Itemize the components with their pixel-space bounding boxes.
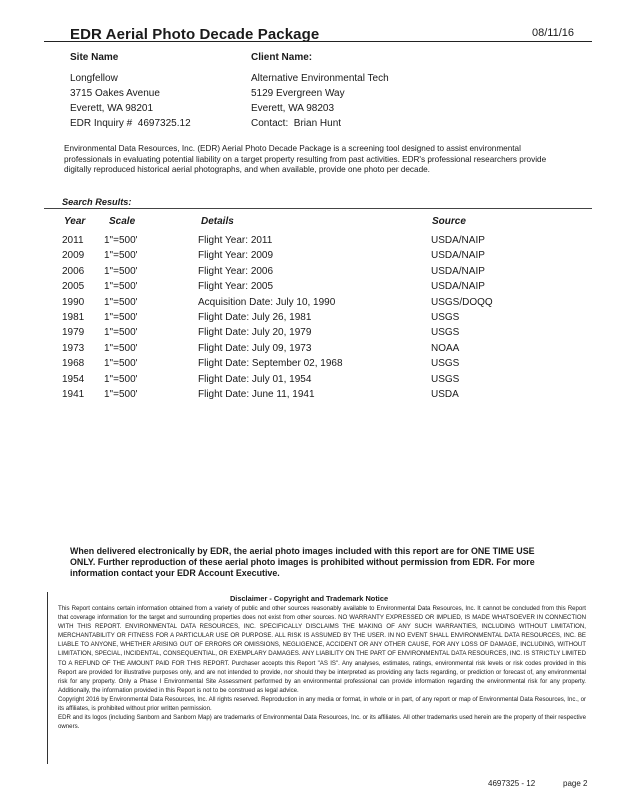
table-row — [0, 281, 618, 297]
client-street: 5129 Evergreen Way — [251, 88, 345, 99]
scale-cell: 1"=500' — [104, 389, 138, 400]
details-cell: Acquisition Date: July 10, 1990 — [198, 296, 336, 308]
scale-cell: 1"=500' — [104, 373, 138, 385]
source-cell: USGS — [431, 373, 460, 385]
scale-cell: 1"=500' — [104, 235, 138, 246]
scale-cell: 1"=500' — [104, 358, 138, 370]
source-cell: USGS — [431, 358, 460, 370]
header-rule — [44, 41, 592, 42]
column-header-scale: Scale — [109, 216, 136, 227]
year-cell: 1941 — [62, 389, 85, 400]
source-cell: USDA/NAIP — [431, 235, 485, 246]
disclaimer-text — [58, 604, 586, 731]
footer-inquiry-number: 4697325 - 12 — [488, 779, 536, 788]
trademark-paragraph: EDR and its logos (including Sanborn and Sanborn Map) are trademarks of Environmental Data Resources, Inc. or its affiliates. All other trademarks used herein are the property of their respective owners. — [58, 714, 586, 731]
year-cell: 1973 — [62, 342, 85, 354]
scale-cell: 1"=500' — [104, 296, 138, 308]
column-header-year: Year — [64, 216, 86, 227]
details-cell: Flight Year: 2006 — [198, 265, 274, 277]
search-results-rule — [44, 208, 592, 209]
source-cell: USDA — [431, 389, 459, 400]
report-date: 08/11/16 — [532, 27, 575, 39]
scale-cell: 1"=500' — [104, 281, 138, 293]
column-header-details: Details — [201, 216, 234, 227]
details-cell: Flight Year: 2009 — [198, 250, 274, 262]
usage-notice: When delivered electronically by EDR, the aerial photo images included with this report are for ONE TIME USE ONLY. Further reproduction of these aerial photo images is prohibited without permission from EDR. For more information contact your EDR Account Executive. — [70, 546, 535, 578]
table-row — [0, 343, 618, 359]
intro-paragraph: Environmental Data Resources, Inc. (EDR) Aerial Photo Decade Package is a screening tool designed to assist environmental professionals in evaluating potential liability on a target property resulting from past activities. EDR's professional researchers provide digitally reproduced historical aerial photographs, and when available, provide one photo per decade. — [64, 144, 547, 175]
table-row — [0, 374, 618, 390]
site-city: Everett, WA 98201 — [70, 103, 154, 114]
search-results-heading: Search Results: — [62, 197, 132, 207]
client-address-block — [251, 71, 389, 131]
table-row — [0, 297, 618, 313]
client-name-label: Client Name: — [251, 52, 313, 63]
source-cell: USDA/NAIP — [431, 281, 485, 293]
disclaimer-title: Disclaimer - Copyright and Trademark Notice — [229, 594, 389, 603]
source-cell: USGS — [431, 327, 460, 339]
report-title: EDR Aerial Photo Decade Package — [70, 26, 320, 43]
scale-cell: 1"=500' — [104, 342, 138, 354]
disclaimer-paragraph: This Report contains certain information obtained from a variety of public and other sources reasonably available to Environmental Data Resources, Inc. It cannot be concluded from this Report that coverage information for the target and surrounding properties does not exist from other sources. NO WARRANTY EXPRESSED OR IMPLIED, IS MADE WHATSOEVER IN CONNECTION WITH THIS REPORT. ENVIRONMENTAL DATA RESOURCES, INC. SPECIFICALLY DISCLAIMS THE MAKING OF ANY SUCH WARRANTIES, INCLUDING WITHOUT LIMITATION, MERCHANTABILITY OR FITNESS FOR A PARTICULAR USE OR PURPOSE. ALL RISK IS ASSUMED BY THE USER. IN NO EVENT SHALL ENVIRONMENTAL DATA RESOURCES, INC. BE LIABLE TO ANYONE, WHETHER ARISING OUT OF ERRORS OR OMISSIONS, NEGLIGENCE, ACCIDENT OR ANY OTHER CAUSE, FOR ANY LOSS OF DAMAGE, INCLUDING, WITHOUT LIMITATION, SPECIAL, INCIDENTAL, CONSEQUENTIAL, OR EXEMPLARY DAMAGES. ANY LIABILITY ON THE PART OF ENVIRONMENTAL DATA RESOURCES, INC. IS STRICTLY LIMITED TO A REFUND OF THE AMOUNT PAID FOR THIS REPORT. Purchaser accepts this Report "AS IS". Any analyses, estimates, ratings, environmental risk levels or risk codes provided in this Report are provided for illustrative purposes only, and are not intended to provide, nor should they be interpreted as providing any facts regarding, or prediction or forecast of, any environmental risk for any property. Only a Phase I Environmental Site Assessment performed by an environmental professional can provide information regarding the environmental risk for any property. Additionally, the information provided in this Report is not to be construed as legal advice. — [58, 605, 586, 694]
year-cell: 2005 — [62, 281, 85, 293]
table-row — [0, 389, 618, 405]
table-row — [0, 358, 618, 374]
client-contact: Contact: Brian Hunt — [251, 118, 342, 129]
scale-cell: 1"=500' — [104, 312, 138, 323]
site-street: 3715 Oakes Avenue — [70, 88, 160, 99]
year-cell: 2011 — [62, 235, 84, 246]
table-row — [0, 250, 618, 266]
details-cell: Flight Date: September 02, 1968 — [198, 358, 343, 370]
edr-inquiry-number: EDR Inquiry # 4697325.12 — [70, 118, 191, 129]
scale-cell: 1"=500' — [104, 250, 138, 262]
year-cell: 1981 — [62, 312, 85, 323]
details-cell: Flight Year: 2005 — [198, 281, 274, 293]
table-row — [0, 266, 618, 282]
source-cell: USGS/DOQQ — [431, 296, 493, 308]
details-cell: Flight Date: July 01, 1954 — [198, 373, 312, 385]
details-cell: Flight Year: 2011 — [198, 235, 273, 246]
table-row — [0, 235, 618, 251]
site-name: Longfellow — [70, 73, 118, 84]
table-row — [0, 312, 618, 328]
column-header-source: Source — [432, 216, 466, 227]
year-cell: 1954 — [62, 373, 85, 385]
copyright-paragraph: Copyright 2016 by Environmental Data Resources, Inc. All rights reserved. Reproduction in any media or format, in whole or in part, of any report or map of Environmental Data Resources, Inc., or its affiliates, is prohibited without prior written permission. — [58, 695, 586, 713]
year-cell: 1968 — [62, 358, 85, 370]
client-name: Alternative Environmental Tech — [251, 73, 389, 84]
details-cell: Flight Date: July 20, 1979 — [198, 327, 312, 339]
table-row — [0, 327, 618, 343]
site-address-block — [70, 71, 191, 131]
details-cell: Flight Date: June 11, 1941 — [198, 389, 315, 400]
year-cell: 2006 — [62, 265, 85, 277]
source-cell: USGS — [431, 312, 460, 323]
scale-cell: 1"=500' — [104, 265, 138, 277]
results-table — [0, 235, 618, 415]
source-cell: USDA/NAIP — [431, 250, 485, 262]
client-city: Everett, WA 98203 — [251, 103, 335, 114]
details-cell: Flight Date: July 26, 1981 — [198, 312, 312, 323]
year-cell: 1979 — [62, 327, 85, 339]
year-cell: 1990 — [62, 296, 85, 308]
source-cell: NOAA — [431, 342, 460, 354]
source-cell: USDA/NAIP — [431, 265, 485, 277]
site-name-label: Site Name — [70, 52, 119, 63]
year-cell: 2009 — [62, 250, 85, 262]
scale-cell: 1"=500' — [104, 327, 138, 339]
details-cell: Flight Date: July 09, 1973 — [198, 342, 312, 354]
footer-page-number: page 2 — [563, 779, 588, 788]
